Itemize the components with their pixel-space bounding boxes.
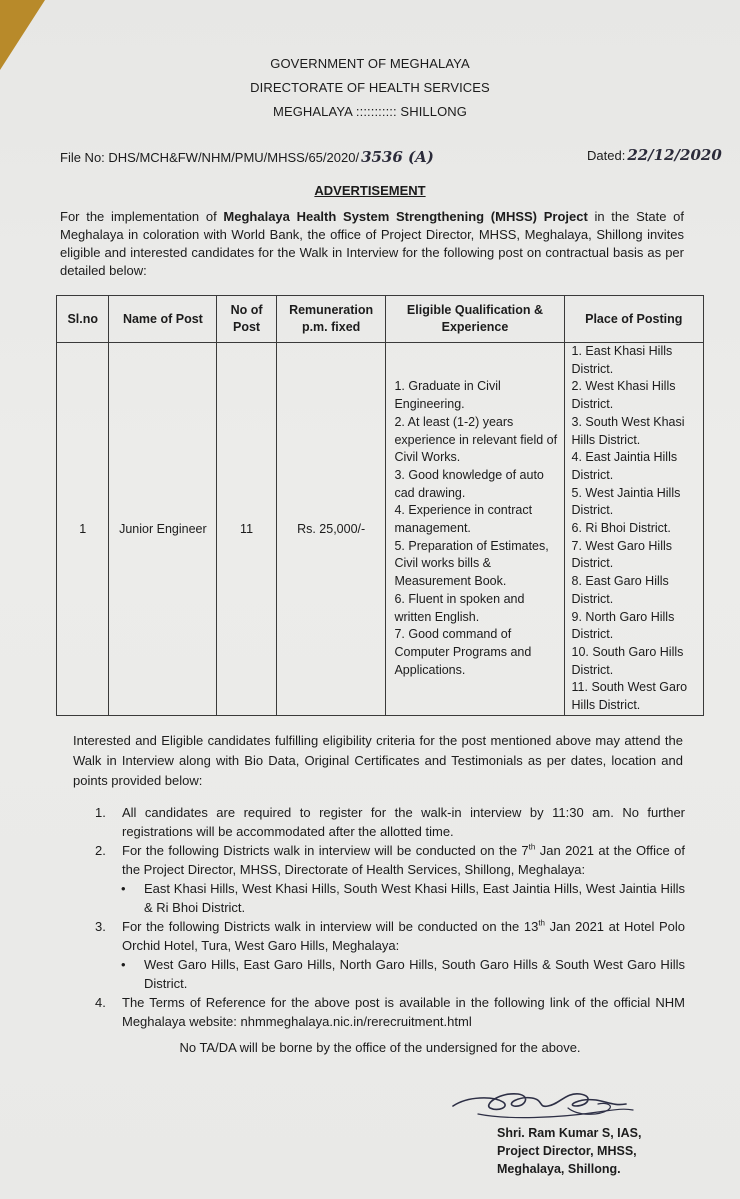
- place-item: 2. West Khasi Hills District.: [571, 379, 676, 412]
- intro-part-2: in the State of Meghalaya in coloration with World Bank, the office of Project Director, MHSS, Meghalaya, Shillong invites eligible and interested candidates for the Walk in Interview for the following post on contractual basis as per detailed below:: [60, 209, 684, 278]
- signatory-block: [497, 1124, 641, 1178]
- bullet-text: West Garo Hills, East Garo Hills, North Garo Hills, South Garo Hills & South West Garo Hills District.: [144, 957, 685, 991]
- place-item: 3. South West Khasi Hills District.: [571, 414, 685, 447]
- cell-place-of-posting: [564, 343, 703, 716]
- point-3-bullet: [95, 955, 685, 993]
- header-qualification: Eligible Qualification & Experience: [386, 296, 564, 343]
- signatory-location: Meghalaya, Shillong.: [497, 1162, 621, 1176]
- place-list: [565, 343, 703, 715]
- point-text: The Terms of Reference for the above post is available in the following link of the official NHM Meghalaya website: nhmmeghalaya.nic.in/rerecruitment.html: [122, 995, 685, 1029]
- intro-paragraph: [60, 208, 684, 280]
- point-text: All candidates are required to register for the walk-in interview by 11:30 am. No further registrations will be accommodated after the allotted time.: [122, 805, 685, 839]
- place-item: 8. East Garo Hills District.: [571, 574, 669, 606]
- cell-no-of-post: 11: [217, 343, 276, 716]
- intro-project-name: Meghalaya Health System Strengthening (MHSS) Project: [223, 209, 588, 224]
- header-name-of-post: Name of Post: [109, 296, 217, 343]
- advertisement-title: ADVERTISEMENT: [314, 183, 426, 198]
- point-number: 4.: [95, 995, 106, 1010]
- file-number-label: File No: DHS/MCH&FW/NHM/PMU/MHSS/65/2020/: [60, 150, 360, 165]
- qualification-list: [386, 378, 563, 679]
- cell-name-of-post: Junior Engineer: [109, 343, 217, 716]
- point-text-cont: Jan 2021 at the Office of the Project Director, MHSS, Directorate of Health Services, Shillong, Meghalaya:: [122, 843, 685, 877]
- qualification-item: 3. Good knowledge of auto cad drawing.: [394, 467, 544, 500]
- table-row: [57, 343, 704, 716]
- point-number: 1.: [95, 805, 106, 820]
- dated-label: Dated:: [587, 148, 626, 163]
- place-item: 9. North Garo Hills District.: [571, 609, 675, 642]
- header-place-of-posting: Place of Posting: [564, 296, 703, 343]
- date-line: [587, 146, 722, 164]
- intro-part-1: For the implementation of: [60, 209, 224, 224]
- point-number: 2.: [95, 843, 106, 858]
- ordinal-suffix: th: [538, 918, 545, 928]
- ta-da-note: No TA/DA will be borne by the office of the undersigned for the above.: [179, 1040, 581, 1055]
- point-text: For the following Districts walk in interview will be conducted on the 13: [122, 919, 539, 934]
- cell-qualification: [386, 343, 564, 716]
- point-3: [95, 917, 685, 955]
- place-item: 1. East Khasi Hills District.: [571, 344, 673, 376]
- place-item: 7. West Garo Hills District.: [571, 538, 673, 571]
- point-1: [95, 803, 685, 841]
- qualification-item: 4. Experience in contract management.: [394, 503, 533, 536]
- place-item: 5. West Jaintia Hills District.: [571, 485, 681, 518]
- posts-table: [56, 295, 704, 716]
- qualification-item: 2. At least (1-2) years experience in relevant field of Civil Works.: [394, 414, 558, 465]
- cell-remuneration: Rs. 25,000/-: [276, 343, 386, 716]
- file-number: [60, 148, 434, 166]
- point-text: For the following Districts walk in interview will be conducted on the 7: [122, 843, 529, 858]
- letterhead-line-2: DIRECTORATE OF HEALTH SERVICES: [250, 80, 490, 95]
- point-4: [95, 993, 685, 1031]
- handwritten-file-number: 3536 (A): [361, 148, 434, 166]
- qualification-item: 1. Graduate in Civil Engineering.: [394, 379, 501, 412]
- place-item: 6. Ri Bhoi District.: [571, 521, 671, 536]
- qualification-item: 7. Good command of Computer Programs and Applications.: [394, 627, 532, 677]
- place-item: 11. South West Garo Hills District.: [571, 680, 688, 713]
- instruction-points: [95, 803, 685, 1031]
- qualification-item: 6. Fluent in spoken and written English.: [394, 591, 525, 624]
- place-item: 4. East Jaintia Hills District.: [571, 450, 678, 482]
- signatory-designation: Project Director, MHSS,: [497, 1144, 637, 1158]
- signature-icon: [448, 1078, 648, 1128]
- bullet-text: East Khasi Hills, West Khasi Hills, South West Khasi Hills, East Jaintia Hills, West Jaintia Hills & Ri Bhoi District.: [144, 881, 685, 915]
- handwritten-date: 22/12/2020: [627, 146, 722, 164]
- point-number: 3.: [95, 919, 106, 934]
- point-2-bullet: [95, 879, 685, 917]
- header-sl-no: Sl.no: [57, 296, 109, 343]
- letterhead: [0, 52, 740, 124]
- header-remuneration: Remuneration p.m. fixed: [276, 296, 386, 343]
- bullet-icon: •: [121, 881, 126, 896]
- qualification-item: 5. Preparation of Estimates, Civil works bills & Measurement Book.: [394, 538, 549, 589]
- point-2: [95, 841, 685, 879]
- letterhead-line-3: MEGHALAYA ::::::::::: SHILLONG: [273, 104, 467, 119]
- signatory-name: Shri. Ram Kumar S, IAS,: [497, 1126, 642, 1140]
- point-text-cont: Jan 2021 at Hotel Polo Orchid Hotel, Tura, West Garo Hills, Meghalaya:: [122, 919, 685, 953]
- bullet-icon: •: [121, 957, 126, 972]
- header-no-of-post: No of Post: [217, 296, 276, 343]
- ordinal-suffix: th: [528, 842, 536, 852]
- letterhead-line-1: GOVERNMENT OF MEGHALAYA: [270, 56, 470, 71]
- cell-sl-no: 1: [57, 343, 109, 716]
- table-header-row: [57, 296, 704, 343]
- place-item: 10. South Garo Hills District.: [571, 644, 684, 677]
- eligibility-paragraph: Interested and Eligible candidates fulfilling eligibility criteria for the post mentioned above may attend the Walk in Interview along with Bio Data, Original Certificates and Testimonials as per dates, location and points provided below:: [73, 733, 683, 788]
